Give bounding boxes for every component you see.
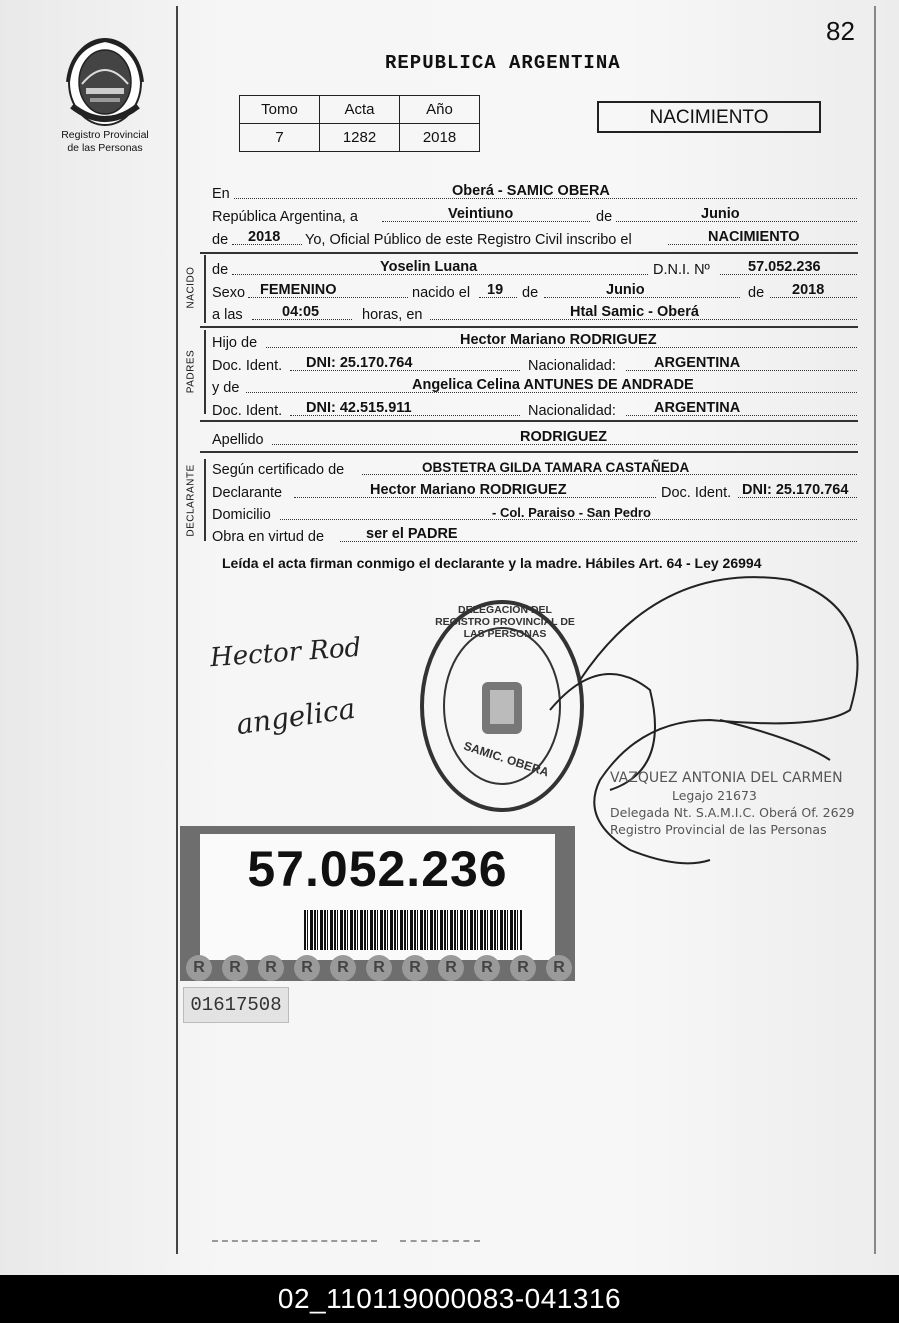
- value-mother-nac: ARGENTINA: [654, 400, 741, 416]
- value-mother: Angelica Celina ANTUNES DE ANDRADE: [412, 377, 694, 393]
- label-horas: horas, en: [362, 307, 423, 323]
- stamp-official-org: Registro Provincial de las Personas: [610, 822, 827, 837]
- row-domicilio: [212, 503, 857, 523]
- value-apellido: RODRIGUEZ: [520, 429, 607, 445]
- stamp-official-legajo: Legajo 21673: [672, 788, 757, 803]
- id-sticker-panel: [200, 834, 555, 960]
- value-nacido-name: Yoselin Luana: [380, 259, 478, 275]
- label-dni: D.N.I. Nº: [653, 262, 710, 278]
- label-de2: de: [212, 232, 229, 248]
- value-certificado: OBSTETRA GILDA TAMARA CASTAÑEDA: [422, 460, 690, 475]
- value-dni: 57.052.236: [748, 259, 821, 275]
- section-label-nacido: NACIDO: [185, 266, 197, 309]
- value-domicilio: - Col. Paraiso - San Pedro: [492, 505, 651, 520]
- provincial-seal-icon: [64, 36, 146, 128]
- label-nacido-de: de: [212, 262, 229, 278]
- row-madre-doc: [212, 399, 857, 419]
- registry-header-tomo: Tomo: [240, 96, 320, 124]
- value-obra: ser el PADRE: [366, 526, 458, 542]
- band-r-7: R: [402, 955, 428, 981]
- band-r-9: R: [474, 955, 500, 981]
- band-r-11: R: [546, 955, 572, 981]
- document-title: REPUBLICA ARGENTINA: [385, 52, 621, 74]
- label-en: En: [212, 186, 230, 202]
- label-hijo-de: Hijo de: [212, 335, 258, 351]
- sticker-band: [180, 955, 575, 981]
- label-certificado: Según certificado de: [212, 462, 345, 478]
- label-sexo: Sexo: [212, 285, 246, 301]
- value-declarante-doc: DNI: 25.170.764: [742, 482, 849, 498]
- value-day: Veintiuno: [448, 206, 514, 222]
- id-sticker: [180, 826, 575, 981]
- sticker-number: 57.052.236: [247, 841, 508, 897]
- value-declarante: Hector Mariano RODRIGUEZ: [370, 482, 567, 498]
- row-en: [212, 182, 857, 202]
- row-declarante: [212, 481, 857, 501]
- section-label-declarante: DECLARANTE: [185, 464, 197, 537]
- logo-caption: [50, 129, 160, 155]
- row-padre-doc: [212, 354, 857, 374]
- band-r-2: R: [222, 955, 248, 981]
- band-r-1: R: [186, 955, 212, 981]
- stamp-official-name: VAZQUEZ ANTONIA DEL CARMEN: [610, 770, 843, 786]
- label-domicilio: Domicilio: [212, 507, 271, 523]
- closing-note: Leída el acta firman conmigo el declarante y la madre. Hábiles Art. 64 - Ley 26994: [222, 555, 762, 571]
- label-mother-doc: Doc. Ident.: [212, 403, 283, 419]
- registry-value-anio: 2018: [400, 124, 480, 152]
- value-father-nac: ARGENTINA: [654, 355, 741, 371]
- value-mother-doc: DNI: 42.515.911: [306, 400, 412, 416]
- value-birth-day: 19: [487, 282, 504, 298]
- registry-value-acta: 1282: [320, 124, 400, 152]
- row-apellido: [212, 428, 857, 448]
- label-obra: Obra en virtud de: [212, 529, 325, 545]
- stamp-center-text: SAMIC. OBERA: [462, 738, 551, 780]
- stamp-ring-text: DELEGACIÓN DEL REGISTRO PROVINCIAL DE LAS PERSONAS: [435, 604, 575, 640]
- row-padre: [212, 331, 857, 351]
- label-nacido-de2: de: [522, 285, 539, 301]
- registry-table: [239, 95, 480, 152]
- right-margin-line: [874, 6, 876, 1254]
- label-y-de: y de: [212, 380, 240, 396]
- row-nacido-name: [212, 258, 857, 278]
- registry-header-anio: Año: [400, 96, 480, 124]
- label-father-nac: Nacionalidad:: [528, 358, 616, 374]
- label-de: de: [596, 209, 613, 225]
- value-year: 2018: [248, 229, 281, 245]
- label-nacido-el: nacido el: [412, 285, 471, 301]
- footer-file-code: 02_110119000083-041316: [0, 1275, 899, 1323]
- record-type-box: NACIMIENTO: [597, 101, 821, 133]
- row-madre: [212, 376, 857, 396]
- serial-sticker: 01617508: [183, 987, 289, 1023]
- row-nacido-hora: [212, 303, 857, 323]
- registry-header-acta: Acta: [320, 96, 400, 124]
- signature-mother: angelica: [234, 691, 358, 742]
- value-time: 04:05: [282, 304, 320, 320]
- label-nacido-de3: de: [748, 285, 765, 301]
- band-r-10: R: [510, 955, 536, 981]
- label-apellido: Apellido: [212, 432, 264, 448]
- value-father: Hector Mariano RODRIGUEZ: [460, 332, 657, 348]
- band-r-4: R: [294, 955, 320, 981]
- section-label-padres: PADRES: [185, 349, 197, 394]
- band-r-5: R: [330, 955, 356, 981]
- stamp-official-block: [610, 770, 854, 838]
- label-alas: a las: [212, 307, 243, 323]
- label-inscribo: Yo, Oficial Público de este Registro Civil inscribo el: [305, 232, 632, 248]
- stamp-official-role: Delegada Nt. S.A.M.I.C. Oberá Of. 2629: [610, 805, 855, 820]
- left-margin-line: [176, 6, 178, 1254]
- barcode-icon: [304, 910, 522, 950]
- value-sexo: FEMENINO: [260, 282, 337, 298]
- row-obra: [212, 525, 857, 545]
- logo-caption-line2: de las Personas: [67, 142, 143, 154]
- page-number: 82: [826, 16, 855, 46]
- label-republica: República Argentina, a: [212, 209, 358, 225]
- registry-value-tomo: 7: [240, 124, 320, 152]
- value-father-doc: DNI: 25.170.764: [306, 355, 413, 371]
- logo-caption-line1: Registro Provincial: [61, 129, 149, 141]
- label-mother-nac: Nacionalidad:: [528, 403, 616, 419]
- row-certificado: [212, 458, 857, 478]
- value-place: Htal Samic - Oberá: [570, 304, 699, 320]
- row-republica: [212, 205, 857, 225]
- value-inscribo: NACIMIENTO: [708, 229, 800, 245]
- row-nacido-sexo: [212, 281, 857, 301]
- value-birth-month: Junio: [606, 282, 645, 298]
- band-r-3: R: [258, 955, 284, 981]
- signature-declarante: Hector Rod: [209, 632, 363, 674]
- value-en: Oberá - SAMIC OBERA: [452, 183, 610, 199]
- band-r-8: R: [438, 955, 464, 981]
- value-birth-year: 2018: [792, 282, 825, 298]
- label-declarante: Declarante: [212, 485, 283, 501]
- band-r-6: R: [366, 955, 392, 981]
- label-declarante-doc: Doc. Ident.: [661, 485, 732, 501]
- value-month: Junio: [701, 206, 740, 222]
- row-inscribo: [212, 228, 857, 248]
- label-father-doc: Doc. Ident.: [212, 358, 283, 374]
